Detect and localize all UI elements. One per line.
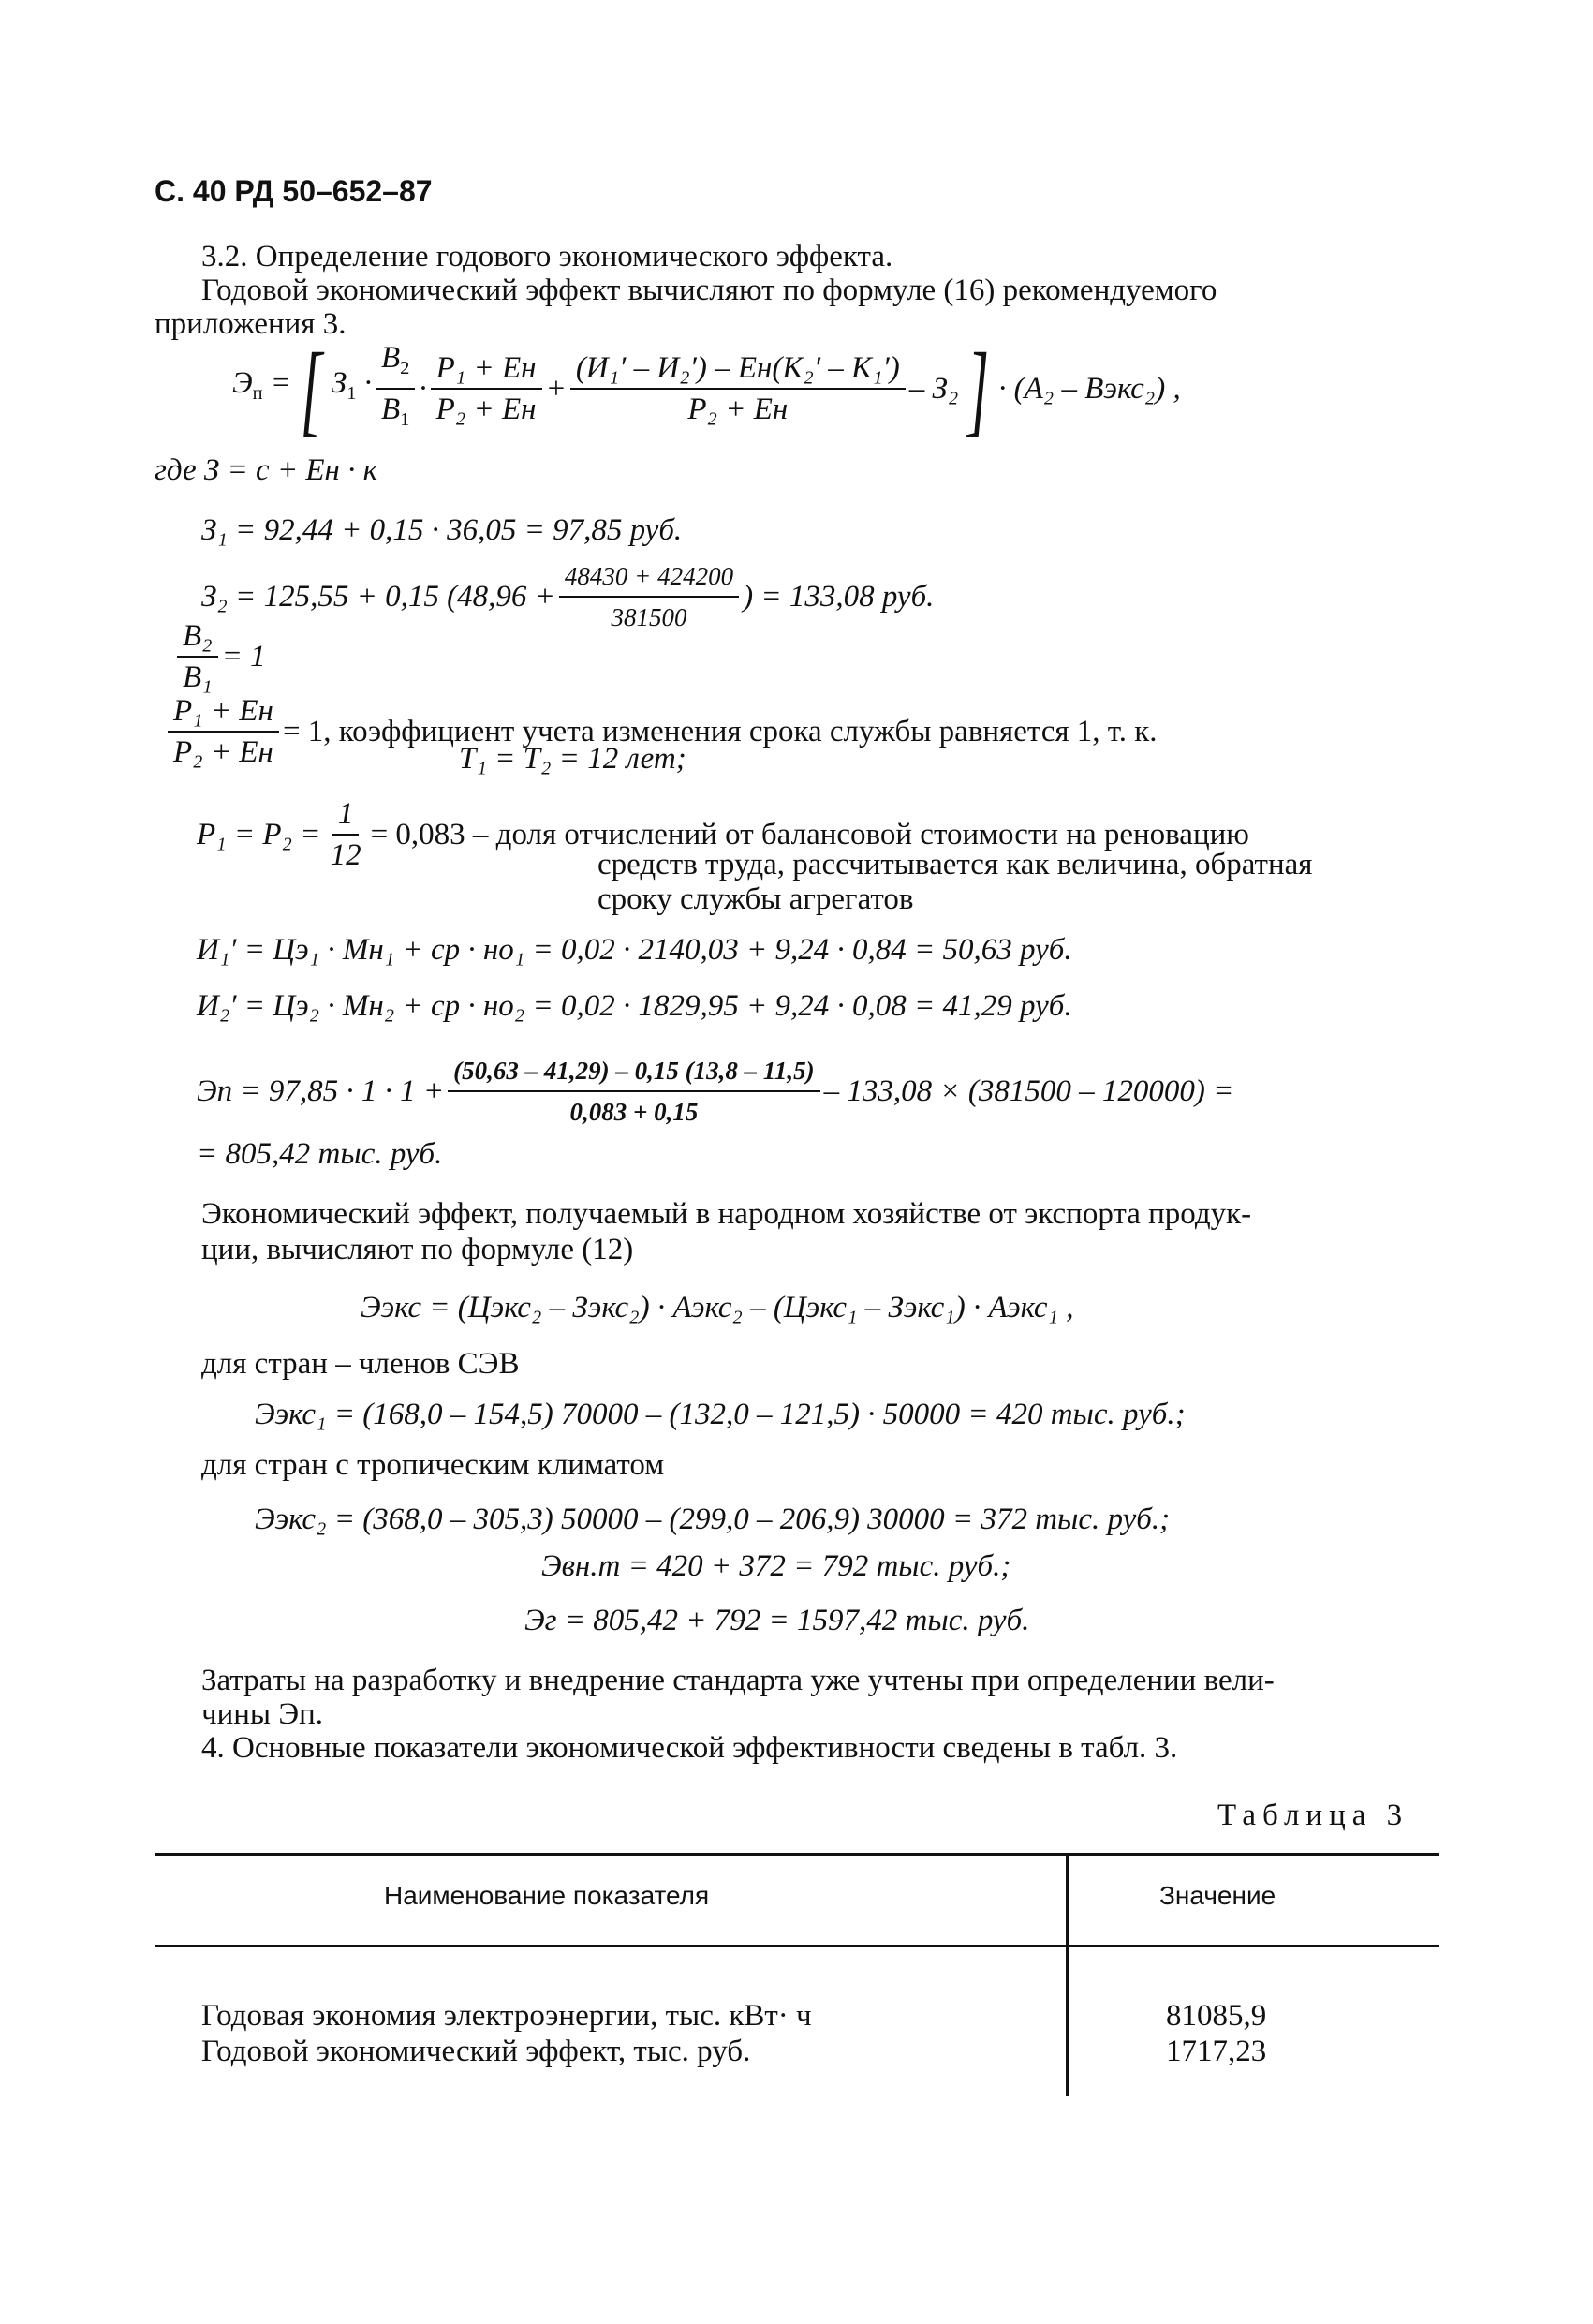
b-ratio-fraction: $\frac{\text{B₂}}{\text{B₁}}$: [177, 618, 218, 695]
eeks2-line: Ээкс₂ = (368,0 – 305,3) 50000 – (299,0 – 206,9) 30000 = 372 тыс. руб.;: [255, 1502, 1171, 1536]
table-header-name: Наименование показателя: [384, 1881, 710, 1910]
p-line-fraction: $\frac{1}{12}$: [330, 797, 361, 872]
table-header-value: Значение: [1159, 1881, 1276, 1910]
costs-line-2: чины Эп.: [201, 1697, 324, 1731]
left-bracket: [: [300, 332, 323, 446]
evnt-line: Эвн.т = 420 + 372 = 792 тыс. руб.;: [541, 1549, 1011, 1583]
fraction-p1-p2: $\frac{\text{P₁ + Eн}}{\text{P₂ + Eн}}$: [431, 350, 542, 427]
formula-ep-lhs: $Э_п$ =: [232, 366, 292, 405]
table-row-1-name: Годовая экономия электроэнергии, тыс. кВт· ч: [201, 1999, 812, 2033]
ep-calc-fraction: $\frac{(50,63 - 41,29) - 0,15 (13,8 - 11,5)}{0,083 + 0,15}$: [448, 1053, 819, 1130]
z1-line: З₁ = 92,44 + 0,15 · 36,05 = 97,85 руб.: [201, 513, 683, 547]
table-column-divider: [1066, 1853, 1069, 2096]
z2-line: З₂ = 125,55 + 0,15 (48,96 + $\frac{48430 + 424200}{381500}$ ) = 133,08 руб.: [201, 558, 934, 635]
sev-label: для стран – членов СЭВ: [201, 1347, 520, 1381]
where-line: где З = c + Eн · к: [155, 453, 378, 487]
tropic-label: для стран с тропическим климатом: [201, 1448, 665, 1482]
i2-line: И₂′ = Цэ₂ · Мн₂ + cр · нo₂ = 0,02 · 1829,95 + 9,24 · 0,08 = 41,29 руб.: [197, 989, 1072, 1023]
formula-tail: · (A₂ – Bэкс₂) ,: [998, 372, 1181, 406]
table-row-1-value: 81085,9: [1166, 1999, 1267, 2033]
i1-line: И₁′ = Цэ₁ · Мн₁ + cр · нo₁ = 0,02 · 2140,03 + 9,24 · 0,84 = 50,63 руб.: [197, 933, 1072, 967]
page-header: С. 40 РД 50–652–87: [155, 174, 433, 208]
formula-z1: $З_1$ ·: [331, 366, 372, 405]
item-4: 4. Основные показатели экономической эффективности сведены в табл. 3.: [201, 1731, 1178, 1765]
ep-calc-line: Эп = 97,85 · 1 · 1 + $\frac{(50,63 - 41,29) - 0,15 (13,8 - 11,5)}{0,083 + 0,15}$ – 133,08 × (381500 – 120000) =: [197, 1053, 1233, 1130]
p-line-cont-1: средств труда, рассчитывается как величина, обратная: [597, 848, 1313, 881]
intro-line-2: приложения 3.: [155, 307, 347, 341]
eg-line: Эг = 805,42 + 792 = 1597,42 тыс. руб.: [524, 1604, 1030, 1637]
formula-minus-z2: – З₂: [908, 372, 959, 406]
b-ratio-line: $\frac{\text{B₂}}{\text{B₁}}$ = 1: [173, 618, 266, 695]
p-line-cont-2: сроку службы агрегатов: [597, 882, 914, 916]
table-caption: Таблица 3: [1217, 1799, 1409, 1832]
section-title: 3.2. Определение годового экономического эффекта.: [201, 240, 893, 274]
p-ratio-fraction: $\frac{\text{P₁ + Eн}}{\text{P₂ + Eн}}$: [168, 693, 279, 770]
eeks1-line: Ээкс₁ = (168,0 – 154,5) 70000 – (132,0 – 121,5) · 50000 = 420 тыс. руб.;: [255, 1398, 1186, 1431]
export-line-2: ции, вычисляют по формуле (12): [201, 1233, 634, 1266]
right-bracket: ]: [966, 332, 990, 446]
ep-result: = 805,42 тыс. руб.: [197, 1137, 443, 1171]
export-line-1: Экономический эффект, получаемый в народном хозяйстве от экспорта продук-: [201, 1197, 1252, 1231]
costs-line-1: Затраты на разработку и внедрение стандарта уже учтены при определении вели-: [201, 1664, 1275, 1697]
fraction-b2-b1: $\frac{В_2}{В_1}$: [376, 340, 415, 437]
p-ratio-line: $\frac{\text{P₁ + Eн}}{\text{P₂ + Eн}}$ = 1, коэффициент учета изменения срока службы равняется 1, т. к.: [164, 693, 1158, 770]
intro-line-1: Годовой экономический эффект вычисляют по формуле (16) рекомендуемого: [201, 274, 1217, 307]
table-row-2-name: Годовой экономический эффект, тыс. руб.: [201, 2035, 751, 2068]
table-row-2-value: 1717,23: [1166, 2035, 1267, 2068]
table-top-rule: [155, 1853, 1439, 1856]
fraction-i-k: $\frac{\text{(И₁′ – И₂′) – Eн(K₂′ – K₁′)}}{\text{P₂ + Eн}}$: [570, 350, 906, 427]
p-line: P₁ = P₂ = $\frac{1}{12}$ = 0,083 – доля отчислений от балансовой стоимости на реновацию: [197, 797, 1249, 872]
table-header-rule: [155, 1945, 1439, 1947]
t-line: T₁ = T₂ = 12 лет;: [459, 742, 686, 776]
formula-ep: $Э_п$ = [ $З_1$ · $\frac{В_2}{В_1}$ · $\frac{\text{P₁ + Eн}}{\text{P₂ + Eн}}$ + $\frac{\text{(И₁′ – И₂′) – Eн(K₂′ – K₁′)}}{\text{P₂ + Eн}}$ – З₂ ] · (A₂ – Bэкс₂) ,: [232, 332, 1181, 446]
eeks-formula: Ээкс = (Цэкс₂ – Зэкс₂) · Аэкс₂ – (Цэкс₁ – Зэкс₁) · Аэкс₁ ,: [361, 1291, 1074, 1325]
z2-fraction: $\frac{48430 + 424200}{381500}$: [559, 558, 739, 635]
